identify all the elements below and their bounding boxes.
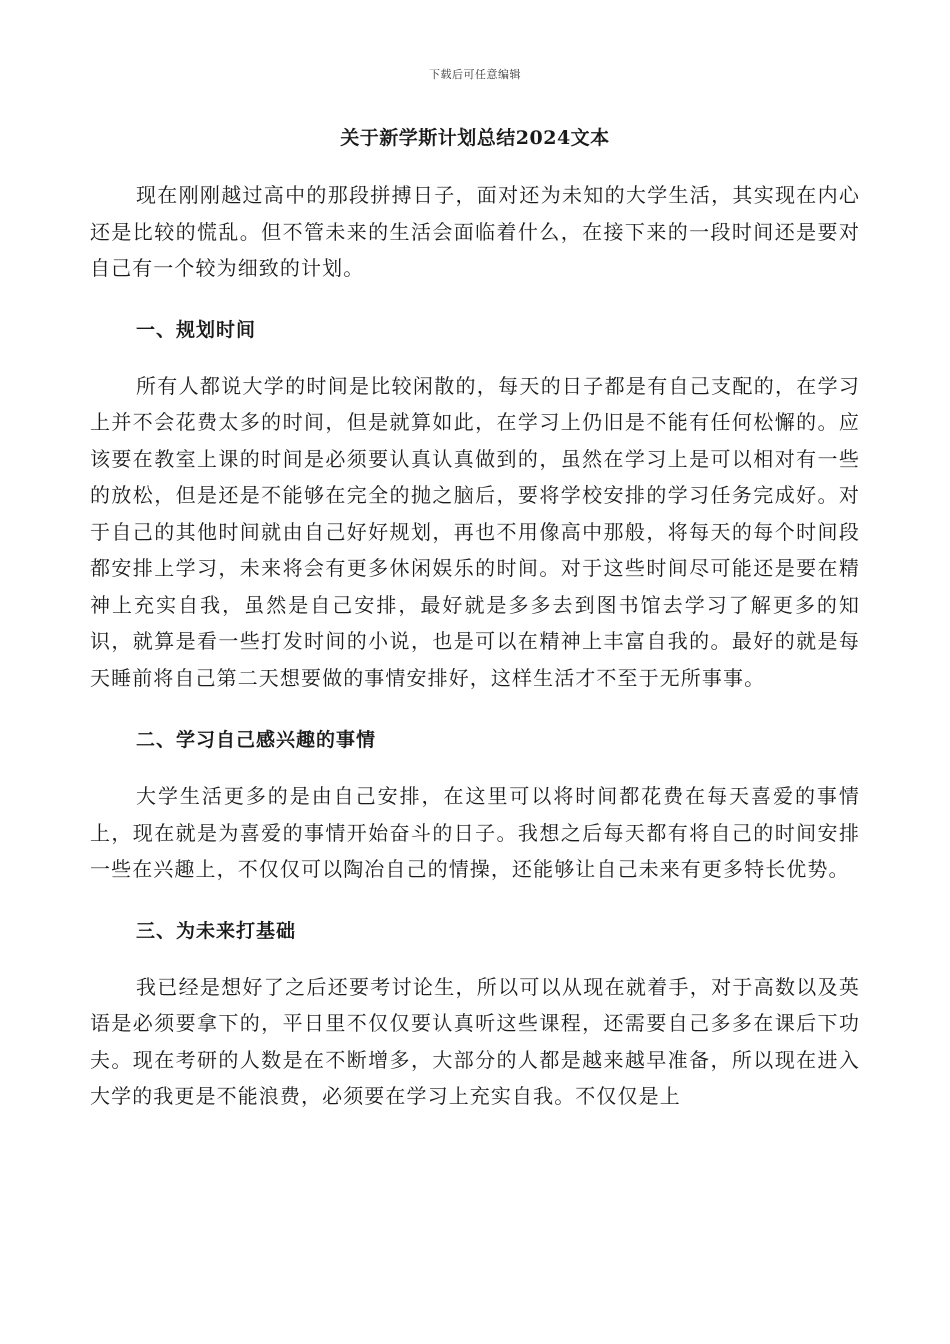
header-note: 下载后可任意编辑	[429, 68, 521, 81]
section-heading-1: 一、规划时间	[136, 318, 257, 341]
section-heading-3: 三、为未来打基础	[136, 919, 297, 942]
section-paragraph-3: 我已经是想好了之后还要考讨论生，所以可以从现在就着手，对于高数以及英语是必须要拿下的，平日里不仅仅要认真听这些课程，还需要自己多多在课后下功夫。现在考研的人数是在不断增多，大部分的人都是越来越早准备，所以现在进入大学的我更是不能浪费，必须要在学习上充实自我。不仅仅是上	[90, 974, 860, 1108]
document-body	[90, 177, 860, 1115]
section-paragraph-1: 所有人都说大学的时间是比较闲散的，每天的日子都是有自己支配的，在学习上并不会花费太多的时间，但是就算如此，在学习上仍旧是不能有任何松懈的。应该要在教室上课的时间是必须要认真认真做到的，虽然在学习上是可以相对有一些的放松，但是还是不能够在完全的抛之脑后，要将学校安排的学习任务完成好。对于自己的其他时间就由自己好好规划，再也不用像高中那般，将每天的每个时间段都安排上学习，未来将会有更多休闲娱乐的时间。对于这些时间尽可能还是要在精神上充实自我，虽然是自己安排，最好就是多多去到图书馆去学习了解更多的知识，就算是看一些打发时间的小说，也是可以在精神上丰富自我的。最好的就是每天睡前将自己第二天想要做的事情安排好，这样生活才不至于无所事事。	[90, 373, 860, 690]
section-heading-2: 二、学习自己感兴趣的事情	[136, 729, 377, 751]
document-title: 关于新学斯计划总结2024文本	[340, 127, 610, 149]
intro-paragraph: 现在刚刚越过高中的那段拼搏日子，面对还为未知的大学生活，其实现在内心还是比较的慌乱。但不管未来的生活会面临着什么，在接下来的一段时间还是要对自己有一个较为细致的计划。	[90, 183, 860, 280]
section-paragraph-2: 大学生活更多的是由自己安排，在这里可以将时间都花费在每天喜爱的事情上，现在就是为喜爱的事情开始奋斗的日子。我想之后每天都有将自己的时间安排一些在兴趣上，不仅仅可以陶冶自己的情操，还能够让自己未来有更多特长优势。	[90, 784, 860, 881]
